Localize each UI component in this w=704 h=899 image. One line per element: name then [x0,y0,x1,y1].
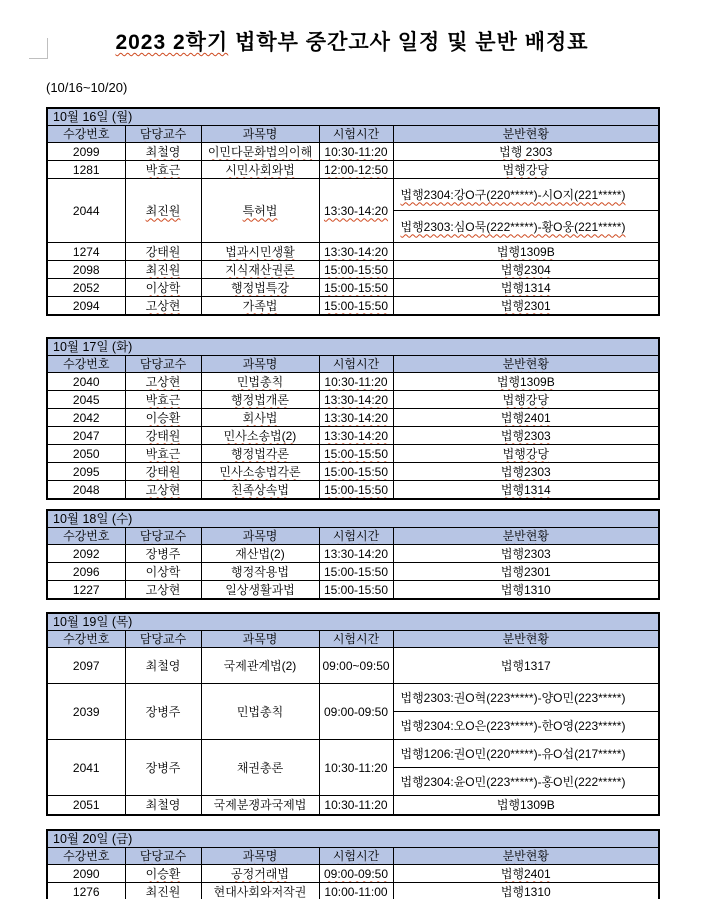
course-no-cell: 2045 [47,391,125,409]
professor-cell: 강태원 [125,243,201,261]
course-no-cell: 2092 [47,545,125,563]
column-header: 과목명 [201,848,319,865]
table-gap [46,316,658,337]
professor-cell: 장병주 [125,545,201,563]
professor-cell: 고상현 [125,373,201,391]
subject-cell: 친족상속법 [201,481,319,500]
day-schedule-table [46,612,660,816]
page-title-term: 2023 2학기 [115,31,228,54]
section-assignment-cell: 법행1310 [393,581,659,600]
time-cell: 13:30-14:20 [319,391,393,409]
course-no-cell: 2097 [47,648,125,684]
section-assignment-cell: 법행2303 [393,463,659,481]
section-assignment-cell: 법행1314 [393,481,659,500]
subject-cell: 민사소송법각론 [201,463,319,481]
subject-cell: 회사법 [201,409,319,427]
section-assignment-cell: 법행1309B [393,796,659,816]
section-assignment-cell: 법행강당 [393,445,659,463]
time-cell: 12:00-12:50 [319,161,393,179]
day-schedule-table [46,829,660,899]
section-assignment-cell: 법행2303:권O혁(223*****)-양O민(223*****) [393,684,659,712]
page-title [0,26,704,56]
section-assignment-cell: 법행강당 [393,391,659,409]
section-assignment-cell: 법행2301 [393,297,659,316]
column-header: 분반현황 [393,528,659,545]
column-header: 담당교수 [125,356,201,373]
table-gap [46,600,658,612]
day-schedule-table [46,337,660,500]
subject-cell: 행정작용법 [201,563,319,581]
professor-cell: 최진원 [125,261,201,279]
course-no-cell: 2096 [47,563,125,581]
course-no-cell: 2098 [47,261,125,279]
section-assignment-cell: 법행2304:오O은(223*****)-한O영(223*****) [393,712,659,740]
column-header: 시험시간 [319,631,393,648]
time-cell: 13:30-14:20 [319,243,393,261]
subject-cell: 일상생활과법 [201,581,319,600]
column-header: 수강번호 [47,848,125,865]
course-no-cell: 2051 [47,796,125,816]
section-assignment-cell: 법행2301 [393,563,659,581]
day-label: 10월 16일 (월) [47,108,659,126]
column-header: 분반현황 [393,356,659,373]
professor-cell: 고상현 [125,481,201,500]
column-header: 수강번호 [47,126,125,143]
column-header: 수강번호 [47,356,125,373]
professor-cell: 고상현 [125,581,201,600]
course-no-cell: 2039 [47,684,125,740]
subject-cell: 행정법개론 [201,391,319,409]
subject-cell: 법과시민생활 [201,243,319,261]
time-cell: 15:00-15:50 [319,297,393,316]
section-assignment-cell: 법행2303 [393,545,659,563]
column-header: 분반현황 [393,848,659,865]
day-schedule-table [46,509,660,600]
section-assignment-cell: 법행강당 [393,161,659,179]
section-assignment-cell: 법행1309B [393,243,659,261]
column-header: 과목명 [201,126,319,143]
course-no-cell: 2048 [47,481,125,500]
column-header: 시험시간 [319,528,393,545]
time-cell: 15:00-15:50 [319,563,393,581]
course-no-cell: 1227 [47,581,125,600]
professor-cell: 이승환 [125,409,201,427]
time-cell: 15:00-15:50 [319,261,393,279]
professor-cell: 박효근 [125,391,201,409]
day-label: 10월 17일 (화) [47,338,659,356]
section-assignment-cell: 법행2304:강O구(220*****)-시O지(221*****) [393,179,659,211]
column-header: 담당교수 [125,528,201,545]
column-header: 담당교수 [125,631,201,648]
table-gap [46,816,658,829]
day-schedule-table [46,107,660,316]
course-no-cell: 2090 [47,865,125,883]
course-no-cell: 2047 [47,427,125,445]
column-header: 분반현황 [393,126,659,143]
schedule-tables [46,107,658,899]
time-cell: 13:30-14:20 [319,179,393,243]
section-assignment-cell: 법행 2303 [393,143,659,161]
date-range: (10/16~10/20) [46,80,704,95]
subject-cell: 지식재산권론 [201,261,319,279]
column-header: 과목명 [201,528,319,545]
column-header: 담당교수 [125,126,201,143]
time-cell: 10:30-11:20 [319,143,393,161]
course-no-cell: 2040 [47,373,125,391]
professor-cell: 장병주 [125,740,201,796]
subject-cell: 시민사회와법 [201,161,319,179]
time-cell: 15:00-15:50 [319,445,393,463]
section-assignment-cell: 법행1317 [393,648,659,684]
text-boundary-corner-mark [29,58,48,59]
column-header: 분반현황 [393,631,659,648]
professor-cell: 최진원 [125,883,201,899]
professor-cell: 강태원 [125,427,201,445]
column-header: 과목명 [201,356,319,373]
professor-cell: 박효근 [125,161,201,179]
course-no-cell: 2099 [47,143,125,161]
professor-cell: 최진원 [125,179,201,243]
column-header: 수강번호 [47,528,125,545]
time-cell: 09:00-09:50 [319,865,393,883]
day-label: 10월 20일 (금) [47,830,659,848]
subject-cell: 국제관계법(2) [201,648,319,684]
time-cell: 13:30-14:20 [319,427,393,445]
subject-cell: 민사소송법(2) [201,427,319,445]
professor-cell: 최철영 [125,143,201,161]
subject-cell: 채권총론 [201,740,319,796]
column-header: 과목명 [201,631,319,648]
course-no-cell: 2095 [47,463,125,481]
professor-cell: 최철영 [125,796,201,816]
subject-cell: 이민다문화법의이해 [201,143,319,161]
subject-cell: 행정법각론 [201,445,319,463]
time-cell: 15:00-15:50 [319,481,393,500]
section-assignment-cell: 법행2303 [393,427,659,445]
subject-cell: 특허법 [201,179,319,243]
column-header: 시험시간 [319,848,393,865]
table-gap [46,500,658,509]
subject-cell: 행정법특강 [201,279,319,297]
day-label: 10월 19일 (목) [47,613,659,631]
section-assignment-cell: 법행2303:심O묵(222*****)-황O웅(221*****) [393,211,659,243]
time-cell: 09:00~09:50 [319,648,393,684]
professor-cell: 장병주 [125,684,201,740]
subject-cell: 국제분쟁과국제법 [201,796,319,816]
time-cell: 15:00-15:50 [319,463,393,481]
text-boundary-corner-mark [47,38,48,59]
column-header: 수강번호 [47,631,125,648]
section-assignment-cell: 법행2401 [393,865,659,883]
professor-cell: 이승환 [125,865,201,883]
professor-cell: 이상학 [125,563,201,581]
subject-cell: 민법총칙 [201,684,319,740]
column-header: 시험시간 [319,356,393,373]
section-assignment-cell: 법행2304 [393,261,659,279]
section-assignment-cell: 법행1206:권O민(220*****)-유O섭(217*****) [393,740,659,768]
course-no-cell: 2052 [47,279,125,297]
section-assignment-cell: 법행2401 [393,409,659,427]
professor-cell: 박효근 [125,445,201,463]
document-page [0,26,704,899]
professor-cell: 강태원 [125,463,201,481]
time-cell: 10:30-11:20 [319,373,393,391]
time-cell: 15:00-15:50 [319,279,393,297]
course-no-cell: 2041 [47,740,125,796]
professor-cell: 최철영 [125,648,201,684]
page-title-rest: 법학부 중간고사 일정 및 분반 배정표 [228,31,588,54]
time-cell: 10:00-11:00 [319,883,393,899]
time-cell: 10:30-11:20 [319,740,393,796]
course-no-cell: 2042 [47,409,125,427]
course-no-cell: 2050 [47,445,125,463]
time-cell: 13:30-14:20 [319,409,393,427]
subject-cell: 재산법(2) [201,545,319,563]
subject-cell: 현대사회와저작권 [201,883,319,899]
section-assignment-cell: 법행2304:윤O민(223*****)-홍O빈(222*****) [393,768,659,796]
time-cell: 10:30-11:20 [319,796,393,816]
subject-cell: 가족법 [201,297,319,316]
course-no-cell: 1281 [47,161,125,179]
column-header: 시험시간 [319,126,393,143]
section-assignment-cell: 법행1310 [393,883,659,899]
time-cell: 09:00-09:50 [319,684,393,740]
professor-cell: 이상학 [125,279,201,297]
course-no-cell: 1276 [47,883,125,899]
course-no-cell: 1274 [47,243,125,261]
column-header: 담당교수 [125,848,201,865]
course-no-cell: 2094 [47,297,125,316]
course-no-cell: 2044 [47,179,125,243]
professor-cell: 고상현 [125,297,201,316]
subject-cell: 공정거래법 [201,865,319,883]
section-assignment-cell: 법행1314 [393,279,659,297]
section-assignment-cell: 법행1309B [393,373,659,391]
subject-cell: 민법총칙 [201,373,319,391]
time-cell: 13:30-14:20 [319,545,393,563]
day-label: 10월 18일 (수) [47,510,659,528]
time-cell: 15:00-15:50 [319,581,393,600]
